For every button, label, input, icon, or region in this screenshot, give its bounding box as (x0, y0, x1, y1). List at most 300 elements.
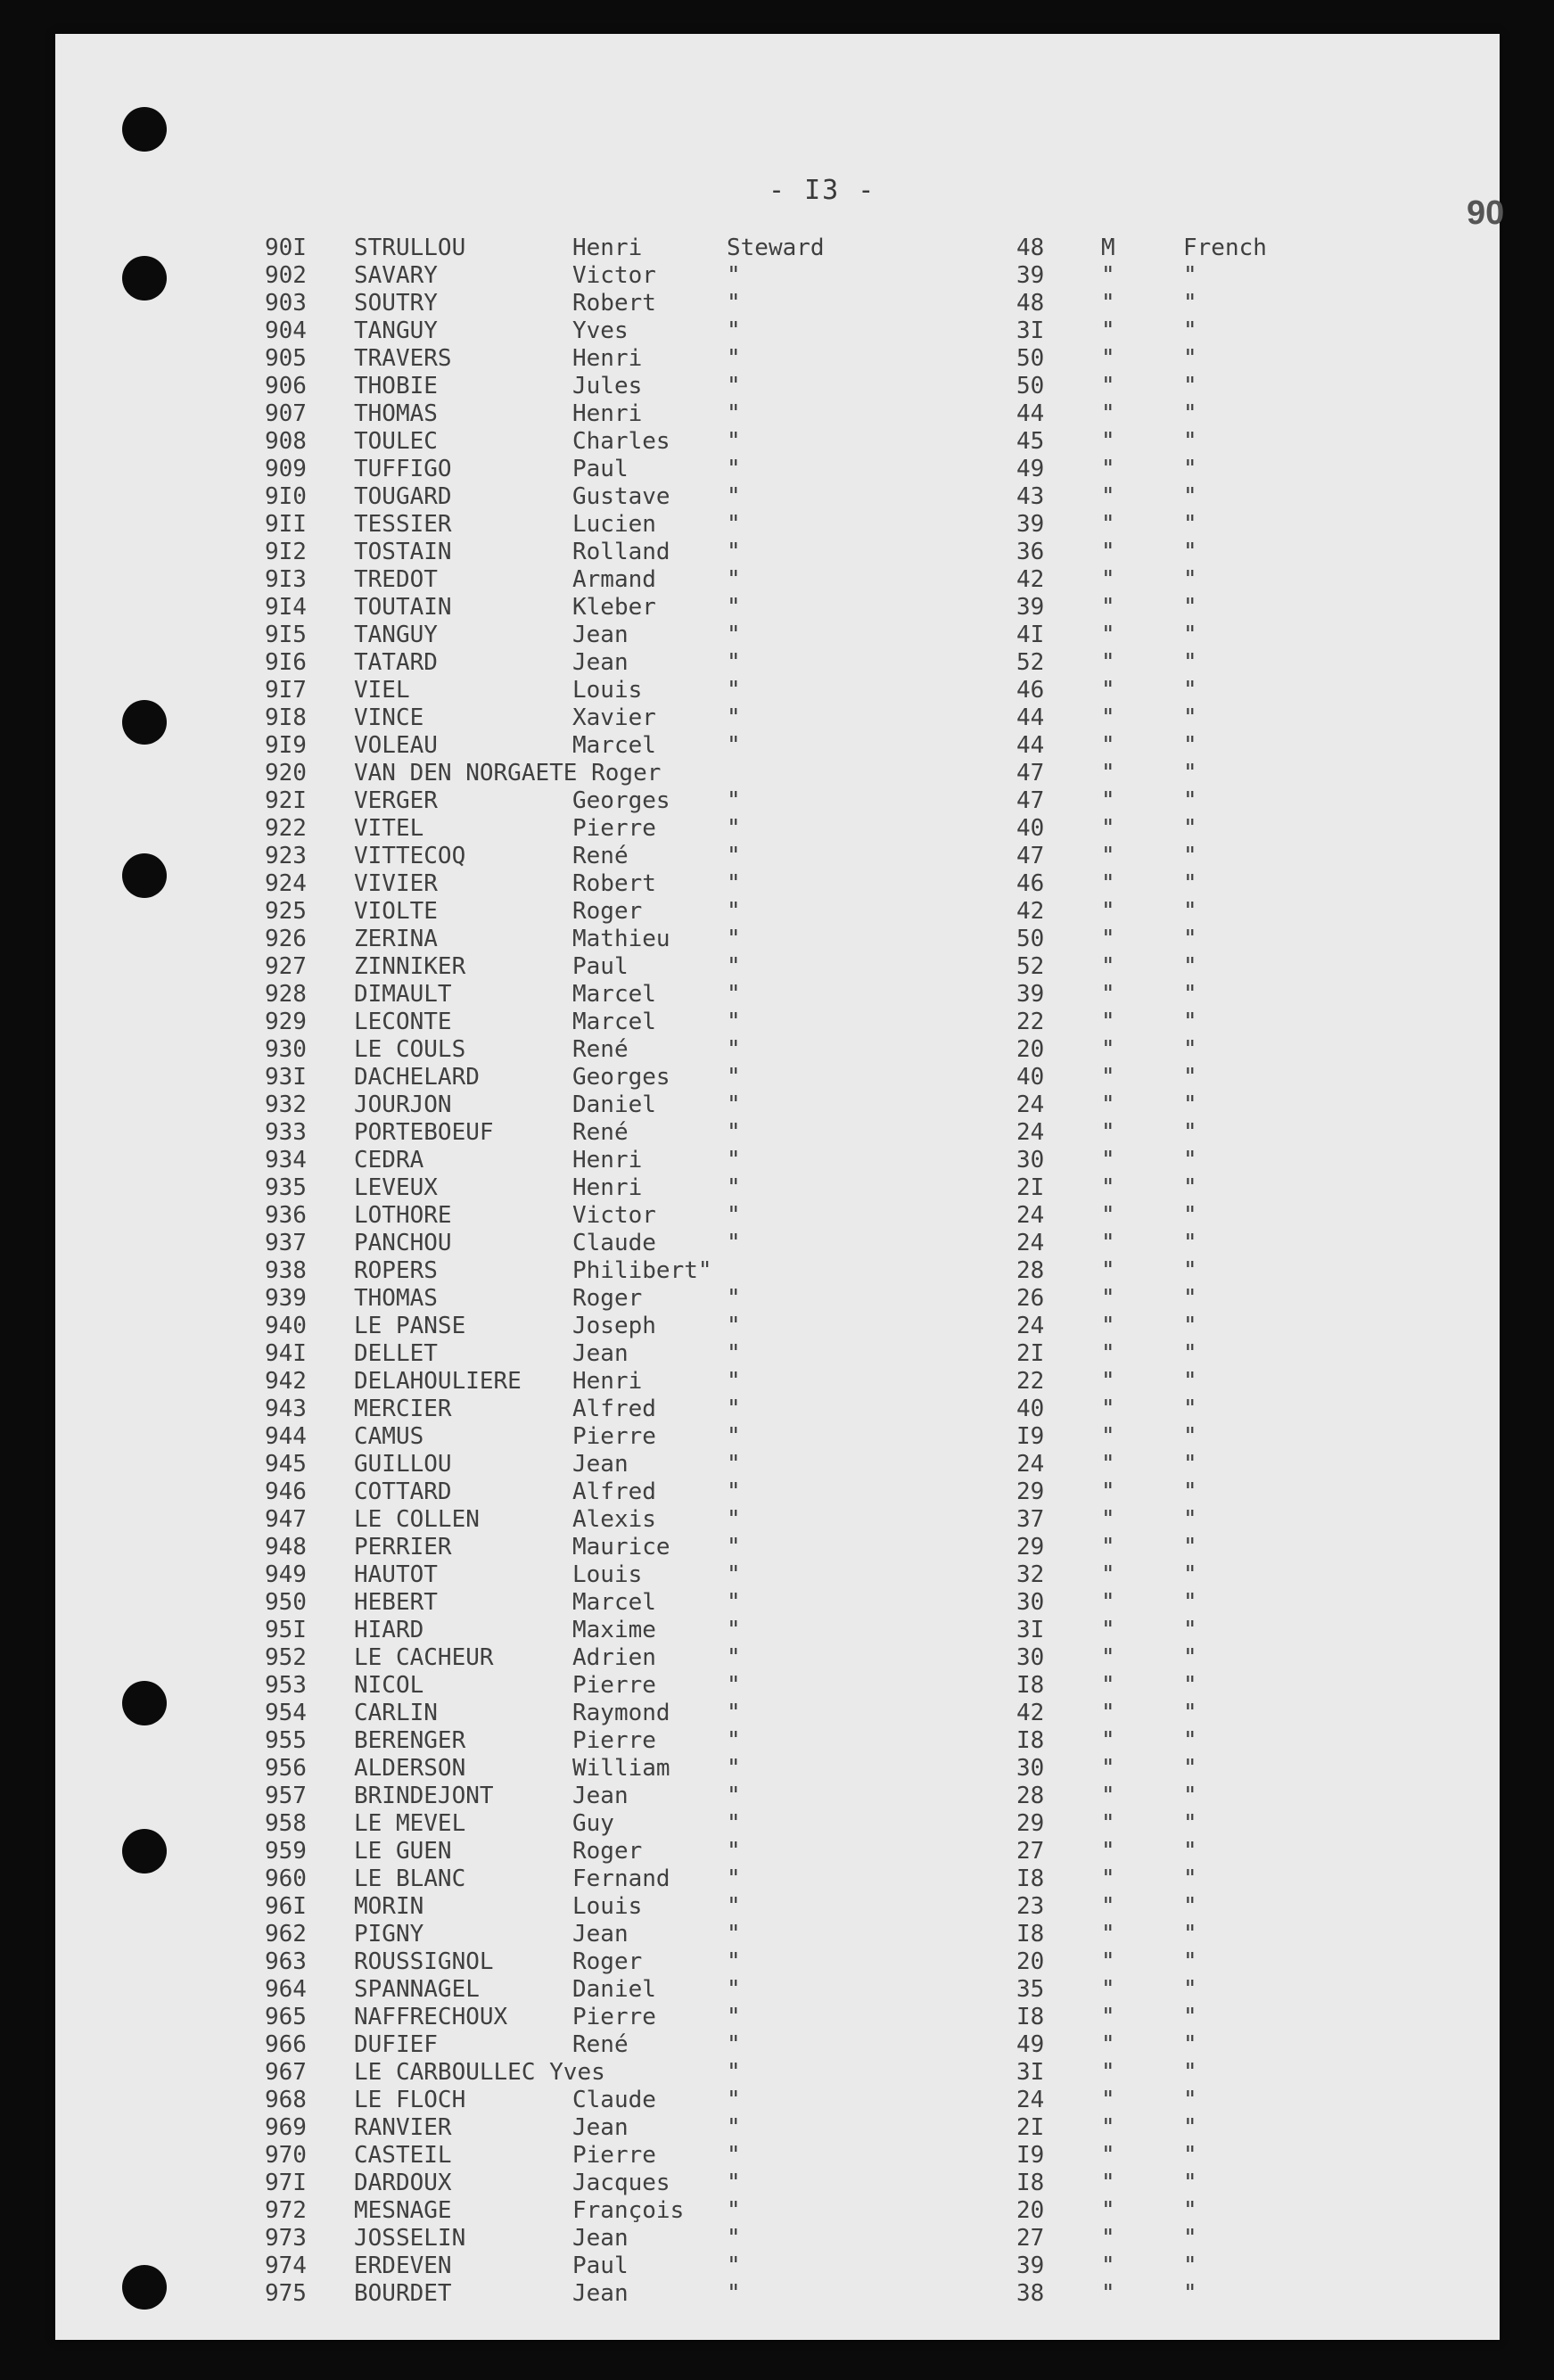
entry-surname: VIOLTE (354, 898, 438, 925)
entry-surname: THOMAS (354, 400, 438, 427)
entry-surname: BOURDET (354, 2280, 452, 2307)
entry-occupation: " (727, 2280, 741, 2307)
entry-occupation: " (727, 1451, 741, 1478)
entry-sex: " (1101, 1700, 1115, 1726)
entry-age: I8 (1016, 1672, 1045, 1699)
entry-number: 905 (265, 345, 307, 372)
entry-age: 3I (1016, 317, 1045, 344)
ledger-row (265, 2114, 1379, 2142)
entry-sex: " (1101, 1036, 1115, 1063)
entry-number: 963 (265, 1948, 307, 1975)
entry-nationality: " (1183, 373, 1197, 399)
entry-age: 32 (1016, 1561, 1045, 1588)
entry-surname: HEBERT (354, 1589, 438, 1616)
entry-occupation: " (727, 483, 741, 510)
entry-nationality: " (1183, 2031, 1197, 2058)
entry-age: 28 (1016, 1783, 1045, 1809)
entry-number: 944 (265, 1423, 307, 1450)
entry-sex: " (1101, 373, 1115, 399)
entry-surname: ZINNIKER (354, 953, 466, 980)
entry-nationality: French (1183, 235, 1267, 261)
entry-number: 929 (265, 1009, 307, 1035)
ledger-row (265, 1423, 1379, 1451)
entry-nationality: " (1183, 926, 1197, 952)
entry-first-name: Roger (572, 1285, 643, 1312)
entry-surname: LOTHORE (354, 1202, 452, 1229)
entry-first-name: Paul (572, 2252, 629, 2279)
entry-nationality: " (1183, 1119, 1197, 1146)
entry-occupation: " (727, 456, 741, 482)
entry-age: 20 (1016, 1036, 1045, 1063)
ledger-row (265, 2004, 1379, 2031)
ledger-row (265, 1313, 1379, 1340)
entry-age: 47 (1016, 760, 1045, 786)
entry-first-name: Gustave (572, 483, 670, 510)
entry-nationality: " (1183, 1064, 1197, 1091)
entry-sex: " (1101, 428, 1115, 455)
entry-occupation: " (727, 1009, 741, 1035)
entry-sex: " (1101, 649, 1115, 676)
ledger-row (265, 953, 1379, 981)
entry-occupation: " (727, 649, 741, 676)
entry-first-name: Georges (572, 1064, 670, 1091)
entry-number: 950 (265, 1589, 307, 1616)
entry-number: 975 (265, 2280, 307, 2307)
entry-occupation: " (727, 594, 741, 621)
entry-first-name: Rolland (572, 539, 670, 565)
entry-surname: PORTEBOEUF (354, 1119, 494, 1146)
entry-nationality: " (1183, 622, 1197, 648)
entry-first-name: Jean (572, 1783, 629, 1809)
entry-sex: " (1101, 1230, 1115, 1256)
entry-surname: DACHELARD (354, 1064, 480, 1091)
entry-number: 933 (265, 1119, 307, 1146)
entry-number: 902 (265, 262, 307, 289)
entry-age: 44 (1016, 732, 1045, 759)
entry-age: 23 (1016, 1893, 1045, 1920)
entry-sex: " (1101, 1368, 1115, 1395)
entry-age: 2I (1016, 2114, 1045, 2141)
entry-first-name: Henri (572, 1368, 643, 1395)
ledger-row (265, 2197, 1379, 2225)
entry-sex: " (1101, 704, 1115, 731)
entry-sex: " (1101, 2114, 1115, 2141)
ledger-row (265, 400, 1379, 428)
entry-sex: " (1101, 2280, 1115, 2307)
entry-nationality: " (1183, 1921, 1197, 1948)
entry-first-name: Jean (572, 2114, 629, 2141)
entry-occupation: " (727, 1727, 741, 1754)
entry-first-name: Adrien (572, 1644, 656, 1671)
ledger-row (265, 1893, 1379, 1921)
document-page (55, 34, 1505, 2340)
entry-nationality: " (1183, 428, 1197, 455)
entry-number: 967 (265, 2059, 307, 2086)
entry-occupation: " (727, 1700, 741, 1726)
entry-sex: " (1101, 1534, 1115, 1561)
entry-surname: TATARD (354, 649, 438, 676)
entry-surname: PANCHOU (354, 1230, 452, 1256)
entry-sex: " (1101, 1838, 1115, 1865)
entry-surname: BRINDEJONT (354, 1783, 494, 1809)
entry-occupation: " (727, 1921, 741, 1948)
entry-age: 36 (1016, 539, 1045, 565)
ledger-row (265, 1036, 1379, 1064)
entry-surname: GUILLOU (354, 1451, 452, 1478)
entry-surname: LE PANSE (354, 1313, 466, 1339)
entry-first-name: René (572, 843, 629, 869)
entry-number: 932 (265, 1091, 307, 1118)
entry-occupation: " (727, 1119, 741, 1146)
entry-first-name: Fernand (572, 1865, 670, 1892)
entry-first-name: Daniel (572, 1976, 656, 2003)
entry-nationality: " (1183, 290, 1197, 317)
entry-nationality: " (1183, 2142, 1197, 2169)
entry-nationality: " (1183, 1838, 1197, 1865)
entry-sex: " (1101, 2252, 1115, 2279)
entry-sex: " (1101, 2197, 1115, 2224)
entry-age: 47 (1016, 843, 1045, 869)
entry-age: 48 (1016, 290, 1045, 317)
ledger-row (265, 1617, 1379, 1644)
entry-number: 924 (265, 870, 307, 897)
entry-surname: JOSSELIN (354, 2225, 466, 2252)
entry-number: 947 (265, 1506, 307, 1533)
entry-sex: " (1101, 1948, 1115, 1975)
entry-number: 9I5 (265, 622, 307, 648)
entry-nationality: " (1183, 1091, 1197, 1118)
entry-sex: " (1101, 1921, 1115, 1948)
entry-nationality: " (1183, 2004, 1197, 2030)
entry-surname: LECONTE (354, 1009, 452, 1035)
entry-nationality: " (1183, 539, 1197, 565)
ledger-row (265, 1451, 1379, 1478)
ledger-row (265, 373, 1379, 400)
ledger-row (265, 1506, 1379, 1534)
entry-occupation: " (727, 2059, 741, 2086)
entry-number: 920 (265, 760, 307, 786)
entry-sex: " (1101, 1506, 1115, 1533)
ledger-row (265, 1174, 1379, 1202)
entry-age: 37 (1016, 1506, 1045, 1533)
entry-age: I9 (1016, 1423, 1045, 1450)
entry-first-name: Robert (572, 870, 656, 897)
ledger-row (265, 981, 1379, 1009)
entry-sex: " (1101, 1174, 1115, 1201)
ledger-row (265, 1783, 1379, 1810)
entry-age: 29 (1016, 1534, 1045, 1561)
punch-hole (122, 700, 167, 745)
ledger-row (265, 1368, 1379, 1396)
entry-number: 95I (265, 1617, 307, 1643)
ledger-row (265, 1257, 1379, 1285)
entry-surname: JOURJON (354, 1091, 452, 1118)
entry-surname: STRULLOU (354, 235, 466, 261)
entry-age: 24 (1016, 1119, 1045, 1146)
entry-first-name: Lucien (572, 511, 656, 538)
entry-surname: LE COULS (354, 1036, 466, 1063)
entry-sex: " (1101, 2031, 1115, 2058)
ledger-row (265, 1230, 1379, 1257)
entry-occupation: " (727, 1948, 741, 1975)
entry-number: 9I6 (265, 649, 307, 676)
entry-occupation: " (727, 1506, 741, 1533)
entry-number: 959 (265, 1838, 307, 1865)
entry-sex: " (1101, 317, 1115, 344)
entry-age: I9 (1016, 2142, 1045, 2169)
entry-number: 943 (265, 1396, 307, 1422)
entry-surname: TOUTAIN (354, 594, 452, 621)
ledger-row (265, 290, 1379, 317)
entry-nationality: " (1183, 1755, 1197, 1782)
entry-number: 92I (265, 787, 307, 814)
entry-surname: TESSIER (354, 511, 452, 538)
entry-first-name: Claude (572, 2087, 656, 2113)
punch-hole (122, 1829, 167, 1874)
entry-nationality: " (1183, 2252, 1197, 2279)
entry-surname: MORIN (354, 1893, 424, 1920)
ledger-row (265, 1589, 1379, 1617)
entry-surname: HAUTOT (354, 1561, 438, 1588)
entry-nationality: " (1183, 1810, 1197, 1837)
entry-sex: " (1101, 262, 1115, 289)
entry-surname: PIGNY (354, 1921, 424, 1948)
entry-occupation: " (727, 1976, 741, 2003)
entry-first-name: Pierre (572, 2004, 656, 2030)
entry-number: 9I0 (265, 483, 307, 510)
entry-nationality: " (1183, 1036, 1197, 1063)
entry-first-name: Marcel (572, 732, 656, 759)
entry-sex: " (1101, 1313, 1115, 1339)
entry-age: 24 (1016, 1230, 1045, 1256)
entry-occupation: " (727, 2225, 741, 2252)
entry-nationality: " (1183, 732, 1197, 759)
ledger-row (265, 1147, 1379, 1174)
entry-occupation: " (727, 1202, 741, 1229)
entry-occupation: " (727, 373, 741, 399)
entry-number: 954 (265, 1700, 307, 1726)
entry-first-name: Yves (572, 317, 629, 344)
entry-surname: VERGER (354, 787, 438, 814)
entry-surname: DIMAULT (354, 981, 452, 1008)
entry-number: 952 (265, 1644, 307, 1671)
entry-nationality: " (1183, 1561, 1197, 1588)
entry-surname: TANGUY (354, 622, 438, 648)
entry-first-name: Alexis (572, 1506, 656, 1533)
entry-first-name: Jean (572, 1340, 629, 1367)
entry-occupation: " (727, 843, 741, 869)
entry-sex: " (1101, 1893, 1115, 1920)
entry-first-name: Claude (572, 1230, 656, 1256)
entry-age: 4I (1016, 622, 1045, 648)
entry-nationality: " (1183, 2059, 1197, 2086)
entry-first-name: Roger (572, 1948, 643, 1975)
entry-nationality: " (1183, 760, 1197, 786)
entry-number: 930 (265, 1036, 307, 1063)
ledger-row (265, 2087, 1379, 2114)
entry-age: 42 (1016, 566, 1045, 593)
entry-sex: " (1101, 1727, 1115, 1754)
entry-age: I8 (1016, 1865, 1045, 1892)
entry-nationality: " (1183, 1948, 1197, 1975)
entry-number: 953 (265, 1672, 307, 1699)
entry-age: 3I (1016, 2059, 1045, 2086)
entry-nationality: " (1183, 317, 1197, 344)
entry-first-name: Jean (572, 2225, 629, 2252)
entry-nationality: " (1183, 1644, 1197, 1671)
punch-hole (122, 256, 167, 301)
entry-nationality: " (1183, 1589, 1197, 1616)
entry-number: 9I8 (265, 704, 307, 731)
ledger-row (265, 1064, 1379, 1091)
entry-surname: HIARD (354, 1617, 424, 1643)
entry-sex: " (1101, 953, 1115, 980)
entry-nationality: " (1183, 1009, 1197, 1035)
entry-occupation: " (727, 1036, 741, 1063)
entry-number: 968 (265, 2087, 307, 2113)
entry-occupation: " (727, 898, 741, 925)
entry-age: I8 (1016, 1921, 1045, 1948)
entry-age: 22 (1016, 1009, 1045, 1035)
entry-surname: DELAHOULIERE (354, 1368, 522, 1395)
entry-nationality: " (1183, 1478, 1197, 1505)
entry-surname: LE MEVEL (354, 1810, 466, 1837)
entry-age: 39 (1016, 2252, 1045, 2279)
entry-number: 969 (265, 2114, 307, 2141)
entry-surname: TREDOT (354, 566, 438, 593)
entry-surname: VIEL (354, 677, 410, 704)
entry-sex: " (1101, 1783, 1115, 1809)
entry-sex: " (1101, 1091, 1115, 1118)
entry-number: 9I4 (265, 594, 307, 621)
entry-surname: VINCE (354, 704, 424, 731)
entry-number: 927 (265, 953, 307, 980)
entry-occupation: " (727, 2004, 741, 2030)
entry-number: 909 (265, 456, 307, 482)
entry-nationality: " (1183, 1257, 1197, 1284)
entry-occupation: " (727, 1478, 741, 1505)
entry-sex: " (1101, 870, 1115, 897)
entry-number: 936 (265, 1202, 307, 1229)
entry-number: 928 (265, 981, 307, 1008)
entry-sex: " (1101, 760, 1115, 786)
entry-age: 20 (1016, 2197, 1045, 2224)
entry-number: 962 (265, 1921, 307, 1948)
entry-nationality: " (1183, 704, 1197, 731)
entry-occupation: " (727, 815, 741, 842)
entry-number: 935 (265, 1174, 307, 1201)
entry-sex: " (1101, 1340, 1115, 1367)
entry-surname: LE GUEN (354, 1838, 452, 1865)
ledger-row (265, 428, 1379, 456)
entry-surname: CAMUS (354, 1423, 424, 1450)
entry-age: 3I (1016, 1617, 1045, 1643)
ledger-row (265, 2059, 1379, 2087)
entry-age: 50 (1016, 345, 1045, 372)
entry-nationality: " (1183, 511, 1197, 538)
ledger-row (265, 649, 1379, 677)
entry-nationality: " (1183, 1506, 1197, 1533)
entry-age: 48 (1016, 235, 1045, 261)
entry-surname: LE BLANC (354, 1865, 466, 1892)
entry-sex: " (1101, 1976, 1115, 2003)
entry-nationality: " (1183, 787, 1197, 814)
entry-nationality: " (1183, 1617, 1197, 1643)
entry-sex: " (1101, 345, 1115, 372)
entry-first-name: Pierre (572, 1672, 656, 1699)
entry-age: 43 (1016, 483, 1045, 510)
entry-nationality: " (1183, 345, 1197, 372)
entry-nationality: " (1183, 677, 1197, 704)
entry-sex: " (1101, 1589, 1115, 1616)
entry-nationality: " (1183, 815, 1197, 842)
entry-first-name: Marcel (572, 1589, 656, 1616)
entry-occupation: " (727, 1589, 741, 1616)
ledger-row (265, 926, 1379, 953)
entry-sex: " (1101, 815, 1115, 842)
entry-surname: VAN DEN NORGAETE Roger (354, 760, 662, 786)
entry-surname: MESNAGE (354, 2197, 452, 2224)
entry-age: 24 (1016, 1313, 1045, 1339)
entry-sex: " (1101, 787, 1115, 814)
entry-age: 40 (1016, 1064, 1045, 1091)
entry-surname: MERCIER (354, 1396, 452, 1422)
entry-number: 97I (265, 2170, 307, 2196)
entry-occupation: " (727, 1064, 741, 1091)
ledger-row (265, 787, 1379, 815)
entry-surname: SAVARY (354, 262, 438, 289)
entry-nationality: " (1183, 1147, 1197, 1174)
entry-first-name: Victor (572, 1202, 656, 1229)
entry-nationality: " (1183, 649, 1197, 676)
entry-number: 945 (265, 1451, 307, 1478)
entry-age: 30 (1016, 1755, 1045, 1782)
punch-hole (122, 1681, 167, 1725)
ledger-row (265, 704, 1379, 732)
entry-age: 20 (1016, 1948, 1045, 1975)
entry-sex: " (1101, 732, 1115, 759)
ledger-row (265, 483, 1379, 511)
entry-first-name: Armand (572, 566, 656, 593)
ledger-row (265, 2142, 1379, 2170)
entry-sex: " (1101, 1147, 1115, 1174)
ledger-row (265, 456, 1379, 483)
entry-occupation: " (727, 1423, 741, 1450)
entry-surname: ROUSSIGNOL (354, 1948, 494, 1975)
entry-nationality: " (1183, 1202, 1197, 1229)
entry-occupation: " (727, 1147, 741, 1174)
entry-nationality: " (1183, 1285, 1197, 1312)
entry-number: 964 (265, 1976, 307, 2003)
ledger-row (265, 1285, 1379, 1313)
entry-first-name: Philibert" (572, 1257, 712, 1284)
punch-hole (122, 107, 167, 152)
punch-hole (122, 853, 167, 898)
entry-sex: " (1101, 539, 1115, 565)
entry-first-name: Jacques (572, 2170, 670, 2196)
entry-age: 29 (1016, 1478, 1045, 1505)
entry-surname: DARDOUX (354, 2170, 452, 2196)
entry-age: 24 (1016, 2087, 1045, 2113)
entry-surname: SOUTRY (354, 290, 438, 317)
entry-sex: " (1101, 2059, 1115, 2086)
entry-nationality: " (1183, 1783, 1197, 1809)
entry-number: 965 (265, 2004, 307, 2030)
entry-age: 40 (1016, 1396, 1045, 1422)
entry-first-name: Georges (572, 787, 670, 814)
entry-occupation: " (727, 511, 741, 538)
ledger-row (265, 1091, 1379, 1119)
